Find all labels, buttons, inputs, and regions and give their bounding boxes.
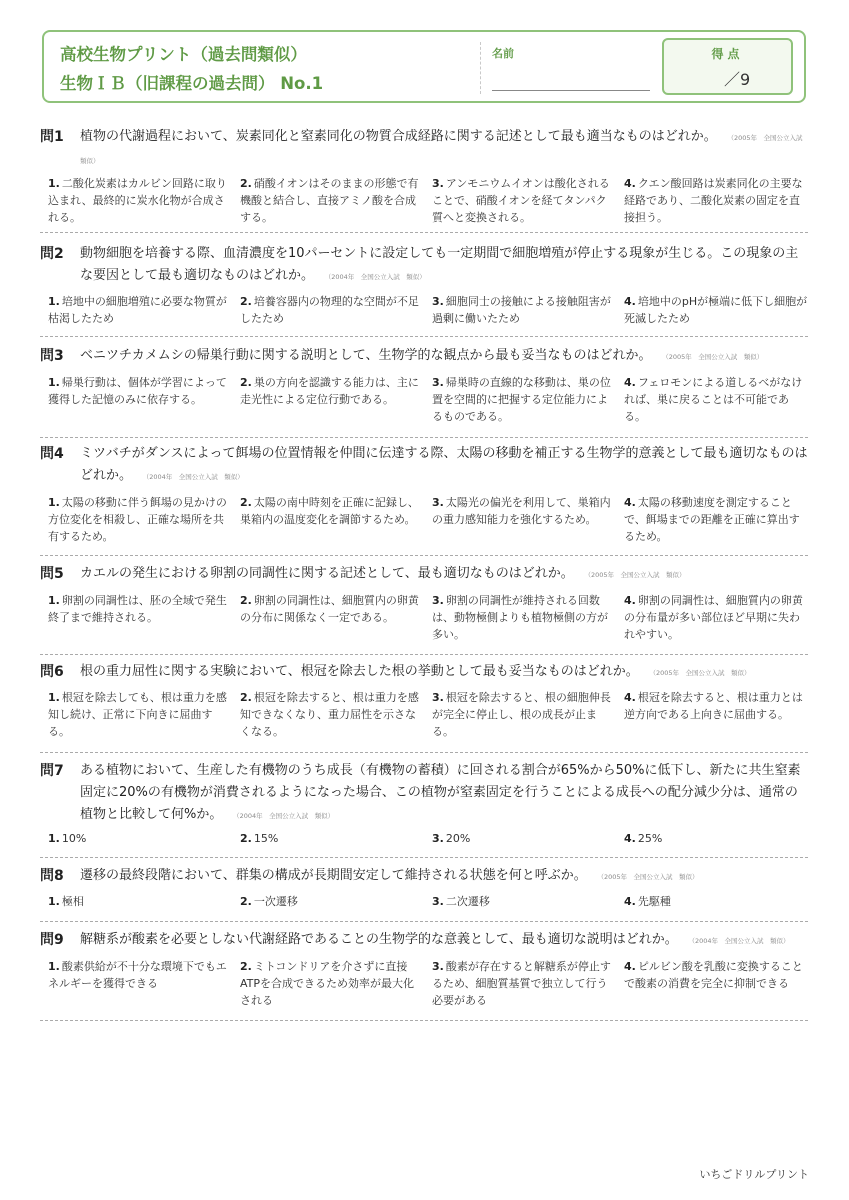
divider (40, 654, 808, 655)
option-number: 3. (432, 832, 444, 845)
question-number: 問9 (40, 932, 64, 948)
option-text: 卵割の同調性が維持される回数は、動物極側よりも植物極側の方が多い。 (432, 594, 608, 641)
option-text: 一次遷移 (253, 895, 298, 908)
option-number: 3. (432, 960, 444, 973)
option-3[interactable] (432, 494, 624, 545)
option-number: 2. (240, 832, 252, 845)
option-text: ピルビン酸を乳酸に変換することで酸素の消費を完全に抑制できる (624, 960, 803, 990)
divider (40, 752, 808, 753)
option-text: 帰巣時の直線的な移動は、巣の位置を空間的に把握する定位能力によるものである。 (432, 376, 611, 423)
options-8 (48, 893, 818, 910)
worksheet-title: 高校生物プリント（過去問類似） (60, 45, 307, 64)
question-number: 問3 (40, 348, 64, 364)
question-text: 解糖系が酸素を必要としない代謝経路であることの生物学的な意義として、最も適切な説明はどれか。 (80, 932, 678, 947)
option-text: 酸素が存在すると解糖系が停止するため、細胞質基質で独立して行う必要がある (432, 960, 611, 1007)
option-number: 3. (432, 691, 444, 704)
option-number: 3. (432, 295, 444, 308)
option-number: 1. (48, 832, 60, 845)
option-3[interactable] (432, 893, 624, 910)
option-text: 培地中の細胞増殖に必要な物質が枯渇したため (48, 295, 227, 325)
option-2[interactable] (240, 494, 432, 545)
question-source: （2005年 全国公立入試 類似） (80, 134, 810, 165)
options-9 (48, 958, 818, 1009)
option-1[interactable] (48, 494, 240, 545)
divider (40, 232, 808, 233)
option-text: クエン酸回路は炭素同化の主要な経路であり、二酸化炭素の固定を直接担う。 (624, 177, 803, 224)
divider (40, 1020, 808, 1021)
options-2 (48, 293, 818, 327)
option-text: 二酸化炭素はカルビン回路に取り込まれ、最終的に炭水化物が合成される。 (48, 177, 227, 224)
option-number: 4. (624, 177, 636, 190)
option-text: 15% (253, 832, 279, 845)
score-box (662, 38, 793, 95)
question-9 (40, 929, 808, 952)
option-1[interactable] (48, 958, 240, 1009)
option-4[interactable] (624, 830, 816, 847)
question-source: （2004年 全国公立入試 類似） (691, 937, 790, 945)
score-value: ／9 (724, 70, 751, 89)
question-7 (40, 760, 808, 827)
option-number: 1. (48, 496, 60, 509)
question-text: 根の重力屈性に関する実験において、根冠を除去した根の挙動として最も妥当なものはどれか。 (80, 664, 639, 679)
question-number: 問2 (40, 246, 64, 262)
option-text: アンモニウムイオンは酸化されることで、硝酸イオンを経てタンパク質へと変換される。 (432, 177, 610, 224)
option-number: 2. (240, 496, 252, 509)
question-number: 問1 (40, 129, 64, 145)
option-3[interactable] (432, 175, 624, 226)
option-text: 太陽の移動に伴う餌場の見かけの方位変化を相殺し、正確な場所を共有するため。 (48, 496, 227, 543)
option-number: 1. (48, 295, 60, 308)
option-1[interactable] (48, 374, 240, 425)
option-1[interactable] (48, 689, 240, 740)
option-2[interactable] (240, 293, 432, 327)
option-number: 3. (432, 594, 444, 607)
option-text: 硝酸イオンはそのままの形態で有機酸と結合し、直接アミノ酸を合成する。 (240, 177, 419, 224)
option-number: 1. (48, 594, 60, 607)
option-number: 3. (432, 496, 444, 509)
option-2[interactable] (240, 958, 432, 1009)
option-number: 4. (624, 691, 636, 704)
question-2 (40, 243, 808, 288)
option-number: 4. (624, 295, 636, 308)
divider (40, 555, 808, 556)
option-text: 太陽光の偏光を利用して、巣箱内の重力感知能力を強化するため。 (432, 496, 611, 526)
option-text: 極相 (61, 895, 84, 908)
question-number: 問8 (40, 868, 64, 884)
option-number: 1. (48, 960, 60, 973)
option-4[interactable] (624, 958, 816, 1009)
option-number: 1. (48, 691, 60, 704)
question-source: （2005年 全国公立入試 類似） (652, 669, 751, 677)
option-2[interactable] (240, 592, 432, 643)
option-text: 帰巣行動は、個体が学習によって獲得した記憶のみに依存する。 (48, 376, 227, 406)
option-4[interactable] (624, 293, 816, 327)
question-text: 動物細胞を培養する際、血清濃度を10パーセントに設定しても一定期間で細胞増殖が停止する現象が生じる。この現象の主な要因として最も適切なものはどれか。 (80, 246, 799, 283)
option-text: 20% (445, 832, 471, 845)
option-number: 2. (240, 960, 252, 973)
options-5 (48, 592, 818, 643)
option-3[interactable] (432, 689, 624, 740)
option-number: 3. (432, 895, 444, 908)
question-5 (40, 563, 808, 586)
option-text: 卵割の同調性は、細胞質内の卵黄の分布に関係なく一定である。 (240, 594, 419, 624)
option-3[interactable] (432, 592, 624, 643)
option-4[interactable] (624, 893, 816, 910)
header-divider (480, 42, 481, 94)
question-number: 問6 (40, 664, 64, 680)
option-number: 4. (624, 376, 636, 389)
divider (40, 437, 808, 438)
option-2[interactable] (240, 374, 432, 425)
question-text: 植物の代謝過程において、炭素同化と窒素同化の物質合成経路に関する記述として最も適当なものはどれか。 (80, 129, 717, 144)
question-1 (40, 126, 808, 172)
option-number: 4. (624, 832, 636, 845)
divider (40, 857, 808, 858)
option-4[interactable] (624, 689, 816, 740)
question-text: 遷移の最終段階において、群集の構成が長期間安定して維持される状態を何と呼ぶか。 (80, 868, 587, 883)
option-3[interactable] (432, 293, 624, 327)
name-field[interactable] (492, 90, 650, 91)
option-text: 細胞同士の接触による接触阻害が過剰に働いたため (432, 295, 611, 325)
question-text: ある植物において、生産した有機物のうち成長（有機物の蓄積）に回される割合が65%から50%に低下し、新たに共生窒素固定に20%の有機物が消費されるようになった場合、この植物が窒素固定を行うことによる成長への配分減少分は、通常の植物と比較して何%か。 (80, 763, 801, 822)
option-4[interactable] (624, 494, 816, 545)
option-text: 25% (637, 832, 663, 845)
question-number: 問4 (40, 446, 64, 462)
question-8 (40, 865, 808, 888)
option-1[interactable] (48, 293, 240, 327)
option-2[interactable] (240, 175, 432, 226)
option-2[interactable] (240, 689, 432, 740)
option-number: 1. (48, 376, 60, 389)
option-text: 根冠を除去すると、根は重力を感知できなくなり、重力屈性を示さなくなる。 (240, 691, 419, 738)
question-source: （2004年 全国公立入試 類似） (328, 273, 426, 281)
option-number: 2. (240, 895, 252, 908)
option-number: 1. (48, 895, 60, 908)
option-text: 卵割の同調性は、胚の全域で発生終了まで維持される。 (48, 594, 227, 624)
option-number: 2. (240, 594, 252, 607)
question-text: ミツバチがダンスによって餌場の位置情報を仲間に伝達する際、太陽の移動を補正する生物学的意義として最も適切なものはどれか。 (80, 446, 808, 483)
question-3 (40, 345, 808, 368)
option-text: 二次遷移 (445, 895, 490, 908)
question-number: 問7 (40, 763, 64, 779)
option-text: 酸素供給が不十分な環境下でもエネルギーを獲得できる (48, 960, 227, 990)
options-7 (48, 830, 818, 847)
divider (40, 336, 808, 337)
option-3[interactable] (432, 374, 624, 425)
worksheet-subtitle: 生物ＩＢ（旧課程の過去問） No.1 (60, 74, 324, 93)
option-text: 10% (61, 832, 87, 845)
option-text: 培地中のpHが極端に低下し細胞が死滅したため (624, 295, 808, 325)
option-number: 4. (624, 895, 636, 908)
options-1 (48, 175, 818, 226)
worksheet-header (42, 30, 806, 103)
option-number: 3. (432, 376, 444, 389)
option-text: 太陽の南中時刻を正確に記録し、巣箱内の温度変化を調節するため。 (240, 496, 419, 526)
question-number: 問5 (40, 566, 64, 582)
option-text: 培養容器内の物理的な空間が不足したため (240, 295, 419, 325)
option-number: 4. (624, 594, 636, 607)
option-2[interactable] (240, 893, 432, 910)
option-4[interactable] (624, 374, 816, 425)
question-text: ベニツチカメムシの帰巣行動に関する説明として、生物学的な観点から最も妥当なものはどれか。 (80, 348, 652, 363)
option-number: 4. (624, 960, 636, 973)
name-label: 名前 (492, 47, 514, 60)
score-label: 得点 (711, 47, 744, 61)
option-text: 根冠を除去しても、根は重力を感知し続け、正常に下向きに屈曲する。 (48, 691, 227, 738)
question-source: （2004年 全国公立入試 類似） (236, 812, 335, 820)
question-source: （2005年 全国公立入試 類似） (600, 873, 699, 881)
question-source: （2004年 全国公立入試 類似） (146, 473, 244, 481)
option-text: フェロモンによる道しるべがなければ、巣に戻ることは不可能である。 (624, 376, 803, 423)
question-source: （2005年 全国公立入試 類似） (587, 571, 686, 579)
options-4 (48, 494, 818, 545)
option-number: 4. (624, 496, 636, 509)
question-6 (40, 661, 808, 684)
option-4[interactable] (624, 175, 816, 226)
question-4 (40, 443, 808, 488)
question-text: カエルの発生における卵割の同調性に関する記述として、最も適切なものはどれか。 (80, 566, 574, 581)
option-text: 先駆種 (637, 895, 671, 908)
divider (40, 921, 808, 922)
option-number: 2. (240, 295, 252, 308)
option-1[interactable] (48, 893, 240, 910)
option-3[interactable] (432, 958, 624, 1009)
option-text: ミトコンドリアを介さずに直接ATPを合成できるため効率が最大化される (240, 960, 415, 1007)
option-number: 2. (240, 376, 252, 389)
footer-brand: いちごドリルプリント (699, 1168, 809, 1181)
option-4[interactable] (624, 592, 816, 643)
option-1[interactable] (48, 175, 240, 226)
options-6 (48, 689, 818, 740)
options-3 (48, 374, 818, 425)
option-number: 3. (432, 177, 444, 190)
option-1[interactable] (48, 830, 240, 847)
question-source: （2005年 全国公立入試 類似） (665, 353, 764, 361)
option-text: 巣の方向を認識する能力は、主に走光性による定位行動である。 (240, 376, 419, 406)
option-1[interactable] (48, 592, 240, 643)
option-3[interactable] (432, 830, 624, 847)
option-text: 根冠を除去すると、根は重力とは逆方向である上向きに屈曲する。 (624, 691, 803, 721)
option-text: 太陽の移動速度を測定することで、餌場までの距離を正確に算出するため。 (624, 496, 800, 543)
option-2[interactable] (240, 830, 432, 847)
option-number: 1. (48, 177, 60, 190)
option-text: 卵割の同調性は、細胞質内の卵黄の分布量が多い部位ほど早期に失われやすい。 (624, 594, 803, 641)
option-text: 根冠を除去すると、根の細胞伸長が完全に停止し、根の成長が止まる。 (432, 691, 611, 738)
option-number: 2. (240, 177, 252, 190)
option-number: 2. (240, 691, 252, 704)
